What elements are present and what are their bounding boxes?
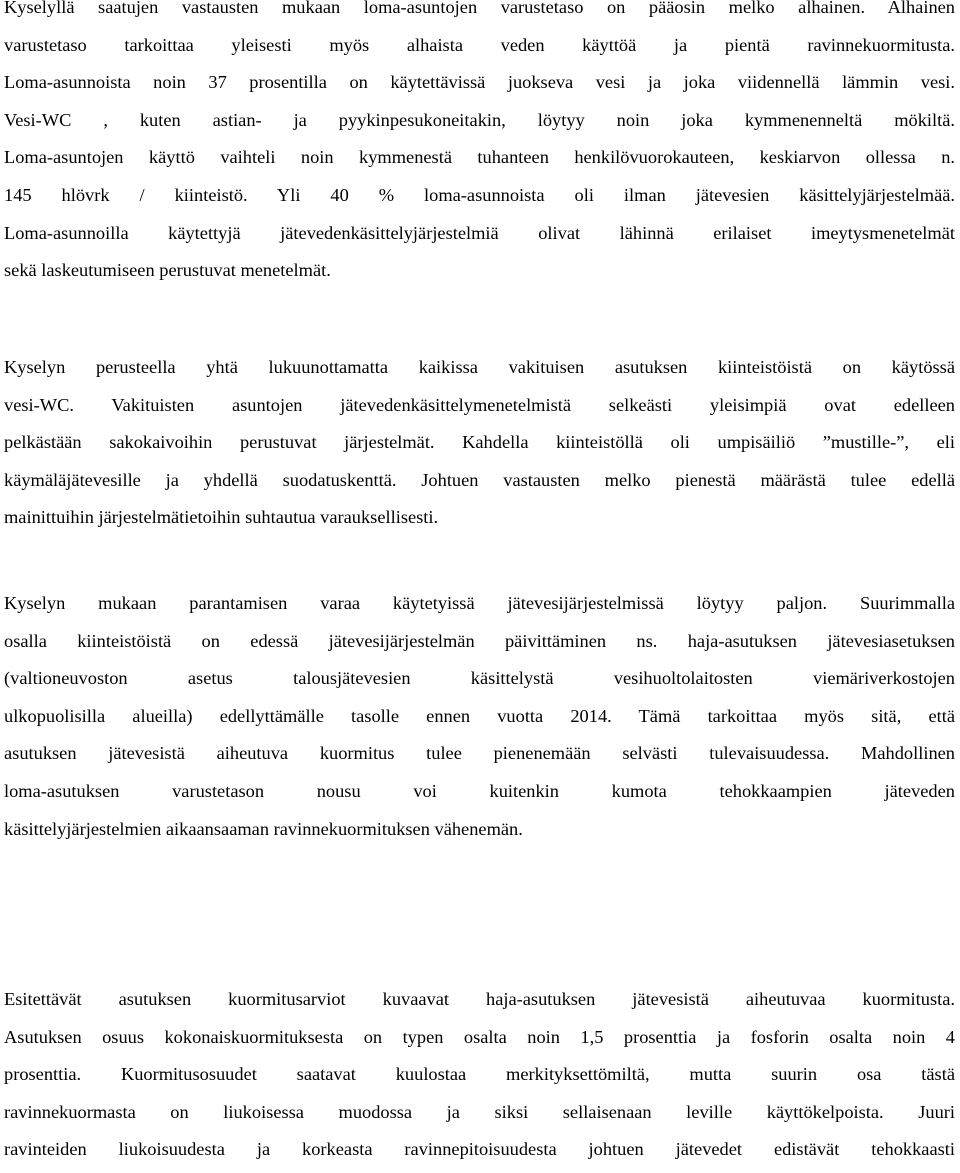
text-line: prosenttia. Kuormitusosuudet saatavat kuulostaa merkityksettömiltä, mutta suurin osa tästä [4, 1064, 955, 1085]
text-line: sekä laskeutumiseen perustuvat menetelmät. [4, 260, 331, 281]
text-line: Kyselyllä saatujen vastausten mukaan loma-asuntojen varustetaso on pääosin melko alhainen. Alhainen [4, 0, 955, 17]
text-line: Loma-asunnoilla käytettyjä jätevedenkäsittelyjärjestelmiä olivat lähinnä erilaiset imeytysmenetelmät [4, 222, 955, 243]
paragraph-4 [4, 981, 955, 1169]
text-line: osalla kiinteistöistä on edessä jätevesijärjestelmän päivittäminen ns. haja-asutuksen jätevesiasetuksen [4, 630, 955, 651]
text-line: Loma-asunnoista noin 37 prosentilla on käytettävissä juokseva vesi ja joka viidennellä lämmin vesi. [4, 72, 955, 93]
text-line: Kyselyn perusteella yhtä lukuunottamatta kaikissa vakituisen asutuksen kiinteistöistä on käytössä [4, 357, 955, 377]
paragraph-1 [4, 0, 955, 290]
text-line: 145 hlövrk / kiinteistö. Yli 40 % loma-asunnoista oli ilman jätevesien käsittelyjärjestelmää. [4, 184, 955, 205]
text-line: Kyselyn mukaan parantamisen varaa käytetyissä jätevesijärjestelmissä löytyy paljon. Suurimmalla [4, 593, 955, 613]
text-line: mainittuihin järjestelmätietoihin suhtautua varauksellisesti. [4, 507, 439, 528]
text-line: asutuksen jätevesistä aiheutuva kuormitus tulee pienenemään selvästi tulevaisuudessa. Mahdollinen [4, 743, 955, 764]
text-line: loma-asutuksen varustetason nousu voi kuitenkin kumota tehokkaampien jäteveden [4, 780, 955, 801]
text-line: Esitettävät asutuksen kuormitusarviot kuvaavat haja-asutuksen jätevesistä aiheutuvaa kuormitusta. [4, 989, 955, 1009]
text-line: varustetaso tarkoittaa yleisesti myös alhaista veden käyttöä ja pientä ravinnekuormitusta. [4, 34, 955, 55]
text-line: ravinnekuormasta on liukoisessa muodossa ja siksi sellaisenaan leville käyttökelpoista. Juuri [4, 1101, 955, 1122]
text-line: Loma-asuntojen käyttö vaihteli noin kymmenestä tuhanteen henkilövuorokauteen, keskiarvon ollessa n. [4, 147, 955, 168]
text-line: ulkopuolisilla alueilla) edellyttämälle tasolle ennen vuotta 2014. Tämä tarkoittaa myös sitä, että [4, 705, 955, 726]
text-line: Vesi-WC , kuten astian- ja pyykinpesukoneitakin, löytyy noin joka kymmenenneltä mökiltä. [4, 109, 955, 130]
text-line: käymäläjätevesille ja yhdellä suodatuskenttä. Johtuen vastausten melko pienestä määrästä tulee edellä [4, 469, 955, 490]
text-line: (valtioneuvoston asetus talousjätevesien käsittelystä vesihuoltolaitosten viemäriverkostojen [4, 668, 955, 689]
text-line: Asutuksen osuus kokonaiskuormituksesta on typen osalta noin 1,5 prosenttia ja fosforin osalta noin 4 [4, 1026, 955, 1047]
paragraph-2 [4, 349, 955, 537]
text-line: pelkästään sakokaivoihin perustuvat järjestelmät. Kahdella kiinteistöllä oli umpisäiliö ”mustille-”, eli [4, 432, 955, 453]
paragraph-3 [4, 585, 955, 848]
text-line: ravinteiden liukoisuudesta ja korkeasta ravinnepitoisuudesta johtuen jätevedet edistävät tehokkaasti [4, 1139, 955, 1160]
text-line: käsittelyjärjestelmien aikaansaaman ravinnekuormituksen vähenemän. [4, 818, 523, 839]
text-line: vesi-WC. Vakituisten asuntojen jätevedenkäsittelymenetelmistä selkeästi yleisimpiä ovat edelleen [4, 394, 955, 415]
